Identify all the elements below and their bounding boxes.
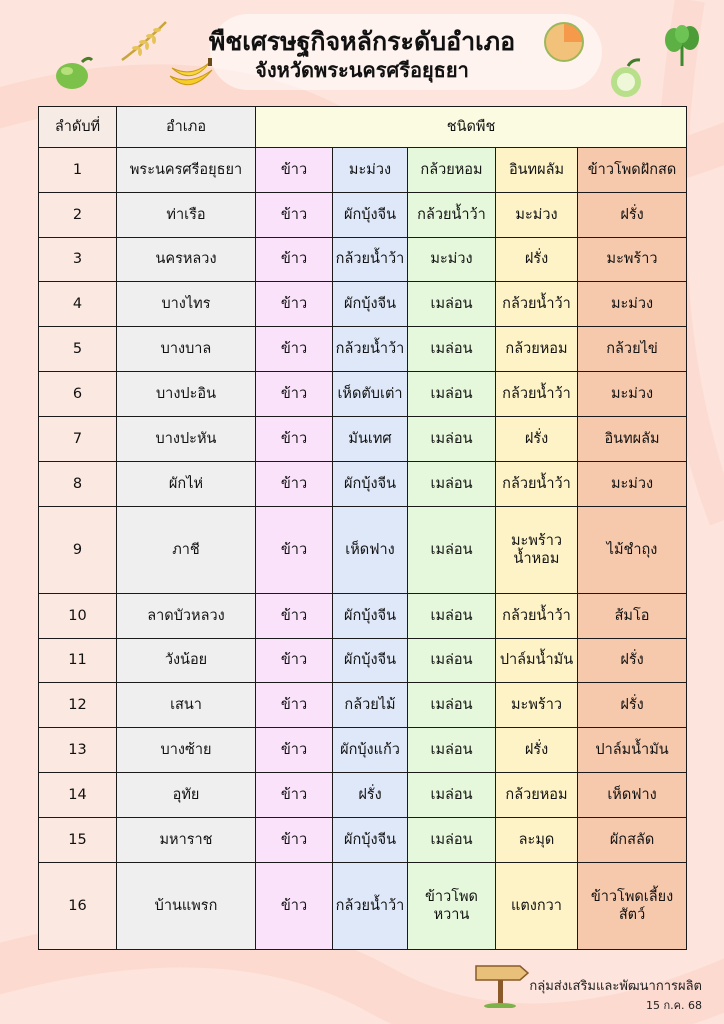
- crop-cell: เมล่อน: [408, 327, 496, 372]
- crop-cell: ปาล์มน้ำมัน: [496, 638, 578, 683]
- row-no: 4: [39, 282, 117, 327]
- row-district: ลาดบัวหลวง: [117, 593, 256, 638]
- crop-cell: กล้วยหอม: [496, 773, 578, 818]
- crop-cell: ฝรั่ง: [496, 416, 578, 461]
- crop-cell: เมล่อน: [408, 638, 496, 683]
- crop-cell: กล้วยหอม: [496, 327, 578, 372]
- crop-cell: อินทผลัม: [496, 148, 578, 193]
- crop-cell: เมล่อน: [408, 683, 496, 728]
- crop-cell: อินทผลัม: [578, 416, 687, 461]
- page-subtitle: จังหวัดพระนครศรีอยุธยา: [255, 58, 469, 82]
- row-district: บางปะอิน: [117, 372, 256, 417]
- crop-cell: ข้าว: [256, 862, 333, 949]
- crop-cell: ผักบุ้งจีน: [333, 593, 408, 638]
- table-row: [39, 237, 687, 282]
- crop-cell: มะม่วง: [578, 372, 687, 417]
- crop-cell: ผักบุ้งจีน: [333, 282, 408, 327]
- crop-cell: มะม่วง: [578, 461, 687, 506]
- crop-cell: มะม่วง: [408, 237, 496, 282]
- row-no: 8: [39, 461, 117, 506]
- row-no: 13: [39, 728, 117, 773]
- crop-cell: ข้าว: [256, 416, 333, 461]
- crop-cell: กล้วยน้ำว้า: [333, 862, 408, 949]
- table-row: [39, 372, 687, 417]
- crop-cell: ข้าว: [256, 817, 333, 862]
- table-row: [39, 638, 687, 683]
- row-district: วังน้อย: [117, 638, 256, 683]
- crop-cell: เมล่อน: [408, 282, 496, 327]
- footer-date: 15 ก.ค. 68: [646, 999, 702, 1012]
- crop-cell: มะม่วง: [578, 282, 687, 327]
- row-no: 3: [39, 237, 117, 282]
- crop-cell: ผักบุ้งจีน: [333, 461, 408, 506]
- crop-cell: เมล่อน: [408, 773, 496, 818]
- row-district: มหาราช: [117, 817, 256, 862]
- crop-cell: ข้าว: [256, 327, 333, 372]
- row-district: ท่าเรือ: [117, 192, 256, 237]
- crop-cell: ข้าว: [256, 773, 333, 818]
- crop-cell: เห็ดฟาง: [578, 773, 687, 818]
- signpost-icon: [472, 962, 530, 1008]
- vegetable-icon: [662, 24, 704, 68]
- row-no: 2: [39, 192, 117, 237]
- crop-cell: ข้าว: [256, 237, 333, 282]
- crop-cell: ข้าว: [256, 192, 333, 237]
- crop-cell: กล้วยไม้: [333, 683, 408, 728]
- crop-cell: กล้วยหอม: [408, 148, 496, 193]
- table-row: [39, 773, 687, 818]
- row-district: เสนา: [117, 683, 256, 728]
- crop-cell: ข้าว: [256, 593, 333, 638]
- crop-cell: ฝรั่ง: [578, 683, 687, 728]
- crop-cell: ข้าว: [256, 148, 333, 193]
- crop-cell: ฝรั่ง: [333, 773, 408, 818]
- crop-cell: มะพร้าว: [496, 683, 578, 728]
- crop-cell: กล้วยน้ำว้า: [408, 192, 496, 237]
- crop-cell: ผักบุ้งจีน: [333, 192, 408, 237]
- row-no: 11: [39, 638, 117, 683]
- table-header-row: [39, 107, 687, 148]
- crop-cell: มะพร้าว: [578, 237, 687, 282]
- crop-cell: มันเทศ: [333, 416, 408, 461]
- crop-cell: เมล่อน: [408, 728, 496, 773]
- row-district: พระนครศรีอยุธยา: [117, 148, 256, 193]
- row-no: 7: [39, 416, 117, 461]
- crop-cell: ผักบุ้งจีน: [333, 817, 408, 862]
- crop-cell: ข้าวโพดหวาน: [408, 862, 496, 949]
- crop-cell: เมล่อน: [408, 593, 496, 638]
- row-no: 6: [39, 372, 117, 417]
- table-row: [39, 593, 687, 638]
- row-district: นครหลวง: [117, 237, 256, 282]
- crop-cell: ผักสลัด: [578, 817, 687, 862]
- header-crops: ชนิดพืช: [256, 107, 687, 148]
- crop-cell: ฝรั่ง: [578, 192, 687, 237]
- row-no: 14: [39, 773, 117, 818]
- crop-cell: ข้าวโพดเลี้ยงสัตว์: [578, 862, 687, 949]
- crop-cell: ข้าว: [256, 461, 333, 506]
- row-district: ภาชี: [117, 506, 256, 593]
- row-district: บ้านแพรก: [117, 862, 256, 949]
- footer-org: กลุ่มส่งเสริมและพัฒนาการผลิต: [529, 979, 702, 994]
- crop-cell: กล้วยน้ำว้า: [496, 593, 578, 638]
- table-row: [39, 282, 687, 327]
- crop-cell: กล้วยน้ำว้า: [496, 372, 578, 417]
- rice-icon: [118, 18, 170, 62]
- table-row: [39, 683, 687, 728]
- crop-cell: เมล่อน: [408, 416, 496, 461]
- row-no: 15: [39, 817, 117, 862]
- crops-table: [38, 106, 687, 950]
- crop-cell: ข้าว: [256, 683, 333, 728]
- table-row: [39, 416, 687, 461]
- crop-cell: ละมุด: [496, 817, 578, 862]
- guava-icon: [606, 58, 650, 100]
- page-title: พืชเศรษฐกิจหลักระดับอำเภอ: [208, 27, 516, 56]
- crop-cell: กล้วยน้ำว้า: [496, 461, 578, 506]
- crop-cell: ข้าว: [256, 638, 333, 683]
- table-row: [39, 862, 687, 949]
- table-row: [39, 461, 687, 506]
- row-district: บางซ้าย: [117, 728, 256, 773]
- crop-cell: ข้าว: [256, 282, 333, 327]
- crop-cell: เห็ดตับเต่า: [333, 372, 408, 417]
- row-district: บางปะหัน: [117, 416, 256, 461]
- crop-cell: ผักบุ้งจีน: [333, 638, 408, 683]
- crop-cell: เห็ดฟาง: [333, 506, 408, 593]
- crop-cell: เมล่อน: [408, 372, 496, 417]
- table-row: [39, 506, 687, 593]
- row-no: 5: [39, 327, 117, 372]
- crop-cell: ฝรั่ง: [578, 638, 687, 683]
- crop-cell: ข้าว: [256, 506, 333, 593]
- crop-cell: แตงกวา: [496, 862, 578, 949]
- row-no: 9: [39, 506, 117, 593]
- mango-icon: [52, 52, 94, 92]
- crop-cell: มะม่วง: [333, 148, 408, 193]
- crop-cell: ข้าว: [256, 372, 333, 417]
- crop-cell: กล้วยน้ำว้า: [496, 282, 578, 327]
- melon-icon: [542, 20, 588, 64]
- crop-cell: ข้าว: [256, 728, 333, 773]
- crop-cell: เมล่อน: [408, 817, 496, 862]
- crop-cell: ฝรั่ง: [496, 237, 578, 282]
- crop-cell: ฝรั่ง: [496, 728, 578, 773]
- header-district: อำเภอ: [117, 107, 256, 148]
- row-no: 16: [39, 862, 117, 949]
- table-row: [39, 817, 687, 862]
- crop-cell: ข้าวโพดฝักสด: [578, 148, 687, 193]
- table-row: [39, 327, 687, 372]
- row-district: ผักไห่: [117, 461, 256, 506]
- crop-cell: ปาล์มน้ำมัน: [578, 728, 687, 773]
- row-district: อุทัย: [117, 773, 256, 818]
- crop-cell: มะพร้าว น้ำหอม: [496, 506, 578, 593]
- row-no: 1: [39, 148, 117, 193]
- table-row: [39, 192, 687, 237]
- crop-cell: มะม่วง: [496, 192, 578, 237]
- row-district: บางบาล: [117, 327, 256, 372]
- table-row: [39, 148, 687, 193]
- banana-icon: [168, 56, 214, 92]
- row-no: 10: [39, 593, 117, 638]
- crop-cell: กล้วยไข่: [578, 327, 687, 372]
- header-no: ลำดับที่: [39, 107, 117, 148]
- row-no: 12: [39, 683, 117, 728]
- row-district: บางไทร: [117, 282, 256, 327]
- crop-cell: กล้วยน้ำว้า: [333, 327, 408, 372]
- crop-cell: เมล่อน: [408, 461, 496, 506]
- crop-cell: เมล่อน: [408, 506, 496, 593]
- crop-cell: ผักบุ้งแก้ว: [333, 728, 408, 773]
- crop-cell: ไม้ชำถุง: [578, 506, 687, 593]
- crop-cell: กล้วยน้ำว้า: [333, 237, 408, 282]
- crop-cell: ส้มโอ: [578, 593, 687, 638]
- table-row: [39, 728, 687, 773]
